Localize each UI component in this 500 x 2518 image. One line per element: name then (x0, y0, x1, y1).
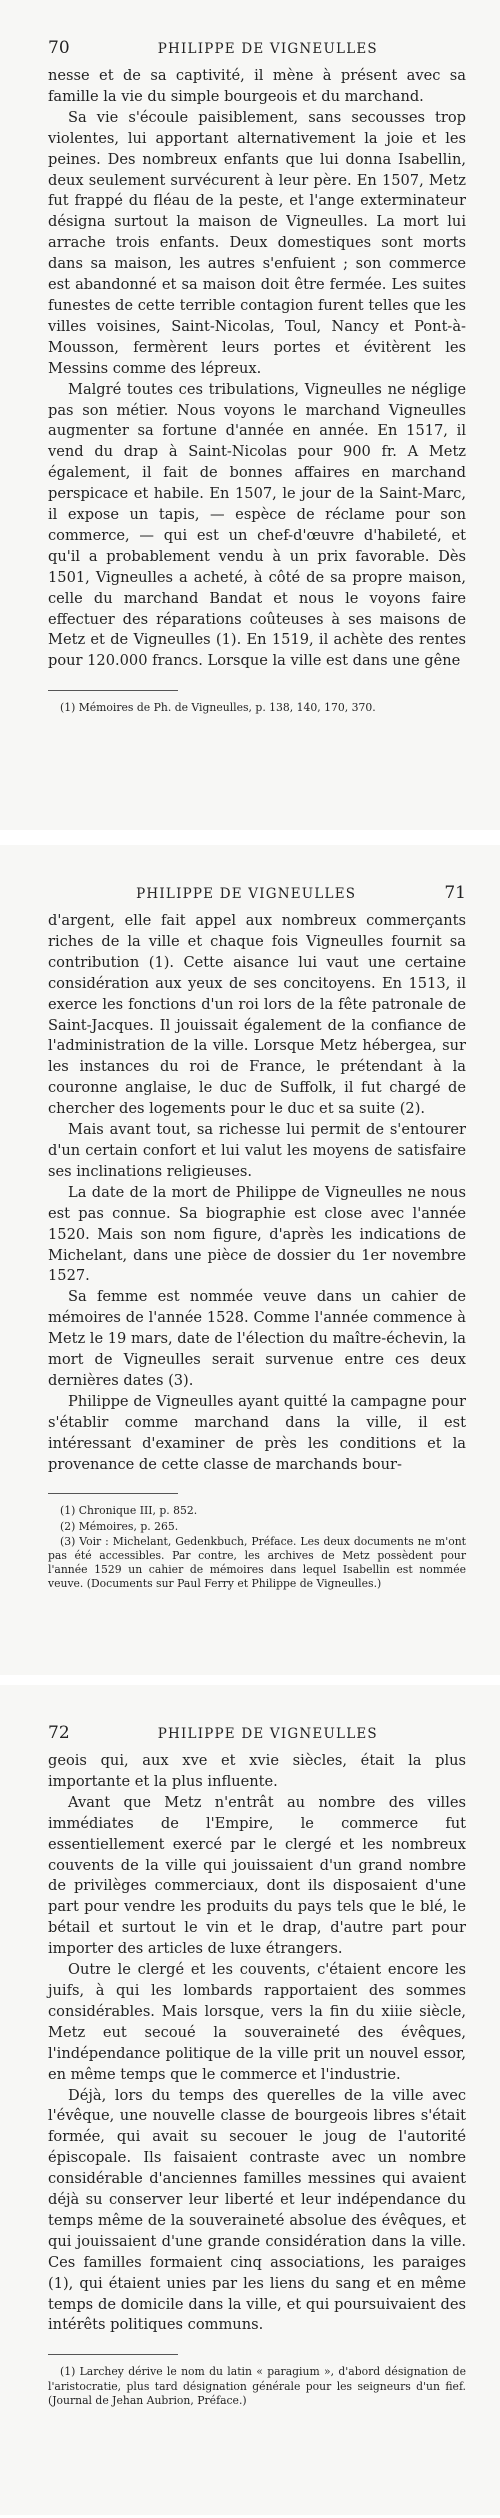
body-text (48, 66, 466, 672)
body-text (48, 1751, 466, 2336)
footnote: (1) Larchey dérive le nom du latin « paragium », d'abord désignation de l'aristocratie, plus tard désignation générale pour les seigneurs d'un fief. (Journal de Jehan Aubrion, Préface.) (48, 2365, 466, 2407)
book-page-71 (0, 845, 500, 1675)
running-head: PHILIPPE DE VIGNEULLES (157, 1726, 378, 1742)
running-head: PHILIPPE DE VIGNEULLES (157, 41, 378, 57)
paragraph: Sa femme est nommée veuve dans un cahier de mémoires de l'année 1528. Comme l'année commence à Metz le 19 mars, date de l'élection du maître-échevin, la mort de Vigneulles serait survenue entre ces deux dernières dates (3). (48, 1288, 466, 1389)
paragraph: Déjà, lors du temps des querelles de la ville avec l'évêque, une nouvelle classe de bourgeois libres s'était formée, qui avait su secouer le joug de l'autorité épiscopale. Ils faisaient contraste avec un nombre considérable d'anciennes familles messines qui avaient déjà su conserver leur liberté et leur indépendance du temps même de la souveraineté absolue des évêques, et qui jouissaient d'une grande considération dans la ville. Ces familles formaient cinq associations, les paraiges (1), qui étaient unies par les liens du sang et en même temps de domicile dans la ville, et qui poursuivaient des intérêts politiques communs. (48, 2086, 466, 2334)
running-head: PHILIPPE DE VIGNEULLES (136, 886, 357, 902)
paragraph: nesse et de sa captivité, il mène à présent avec sa famille la vie du simple bourgeois et du marchand. (48, 67, 466, 105)
page-header (48, 38, 466, 58)
page-number: 71 (444, 883, 466, 903)
paragraph: Avant que Metz n'entrât au nombre des villes immédiates de l'Empire, le commerce fut essentiellement exercé par le clergé et les nombreux couvents de la ville qui jouissaient d'un grand nombre de privilèges commerciaux, dont ils disposaient d'une part pour vendre les produits du pays tels que le blé, le bétail et surtout le vin et le drap, d'autre part pour importer des articles de luxe étrangers. (48, 1793, 466, 1958)
footnote-separator (48, 1493, 178, 1494)
footnotes (48, 2365, 466, 2408)
footnotes (48, 701, 466, 715)
footnote: (1) Chronique III, p. 852. (60, 1504, 198, 1518)
footnote-separator (48, 690, 178, 691)
paragraph: Mais avant tout, sa richesse lui permit de s'entourer d'un certain confort et lui valut les moyens de satisfaire ses inclinations religieuses. (48, 1121, 466, 1180)
footnote: (3) Voir : Michelant, Gedenkbuch, Préface. Les deux documents ne m'ont pas été accessibles. Par contre, les archives de Metz possèdent pour l'année 1529 un cahier de mémoires dans lequel Isabellin est nommée veuve. (Documents sur Paul Ferry et Philippe de Vigneulles.) (48, 1534, 466, 1591)
page-gap (0, 830, 500, 845)
paragraph: La date de la mort de Philippe de Vigneulles ne nous est pas connue. Sa biographie est close avec l'année 1520. Mais son nom figure, d'après les indications de Michelant, dans une pièce de dossier du 1er novembre 1527. (48, 1183, 466, 1285)
paragraph: Sa vie s'écoule paisiblement, sans secousses trop violentes, lui apportant alternativement la joie et les peines. Des nombreux enfants que lui donna Isabellin, deux seulement survécurent à leur père. En 1507, Metz fut frappé du fléau de la peste, et l'ange exterminateur désigna surtout la maison de Vigneulles. La mort lui arrache trois enfants. Deux domestiques sont morts dans sa maison, les autres s'enfuient ; son commerce est abandonné et sa maison doit être fermée. Les suites funestes de cette terrible contagion furent telles que les villes voisines, Saint-Nicolas, Toul, Nancy et Pont-à-Mousson, fermèrent leurs portes et évitèrent les Messins comme des lépreux. (48, 108, 466, 377)
paragraph: Malgré toutes ces tribulations, Vigneulles ne néglige pas son métier. Nous voyons le marchand Vigneulles augmenter sa fortune d'année en année. En 1517, il vend du drap à Saint-Nicolas pour 900 fr. A Metz également, il fait de bonnes affaires en marchand perspicace et habile. En 1507, le jour de la Saint-Marc, il expose un tapis, — espèce de réclame pour son commerce, — qui est un chef-d'œuvre d'habileté, et qu'il a probablement vendu à un prix favorable. Dès 1501, Vigneulles a acheté, à côté de sa propre maison, celle du marchand Bandat et nous le voyons faire effectuer des réparations coûteuses à ses maisons de Metz et de Vigneulles (1). En 1519, il achète des rentes pour 120.000 francs. Lorsque la ville est dans une gêne (48, 380, 466, 670)
footnote: (1) Mémoires de Ph. de Vigneulles, p. 138, 140, 170, 370. (60, 701, 376, 715)
paragraph: Philippe de Vigneulles ayant quitté la campagne pour s'établir comme marchand dans la ville, il est intéressant d'examiner de près les conditions et la provenance de cette classe de marchands bour- (48, 1392, 466, 1473)
page-number: 72 (48, 1723, 70, 1743)
paragraph: d'argent, elle fait appel aux nombreux commerçants riches de la ville et chaque fois Vigneulles fournit sa contribution (1). Cette aisance lui vaut une certaine considération aux yeux de ses concitoyens. En 1513, il exerce les fonctions d'un roi lors de la fête patronale de Saint-Jacques. Il jouissait également de la confiance de l'administration de la ville. Lorsque Metz hébergea, sur les instances du roi de France, le prétendant à la couronne anglaise, le duc de Suffolk, il fut chargé de chercher des logements pour le duc et sa suite (2). (48, 912, 466, 1118)
page-number: 70 (48, 38, 70, 58)
paragraph: geois qui, aux xve et xvie siècles, était la plus importante et la plus influente. (48, 1752, 466, 1790)
paragraph: Outre le clergé et les couvents, c'étaient encore les juifs, à qui les lombards rapportaient des sommes considérables. Mais lorsque, vers la fin du xiiie siècle, Metz eut secoué la souveraineté des évêques, l'indépendance politique de la ville prit un nouvel essor, en même temps que le commerce et l'industrie. (48, 1961, 466, 2083)
footnotes (48, 1504, 466, 1591)
page-header (48, 883, 466, 903)
body-text (48, 911, 466, 1475)
book-page-70 (0, 0, 500, 830)
page-header (48, 1723, 466, 1743)
book-page-72 (0, 1685, 500, 2515)
footnote-separator (48, 2354, 178, 2355)
footnote: (2) Mémoires, p. 265. (60, 1519, 179, 1533)
